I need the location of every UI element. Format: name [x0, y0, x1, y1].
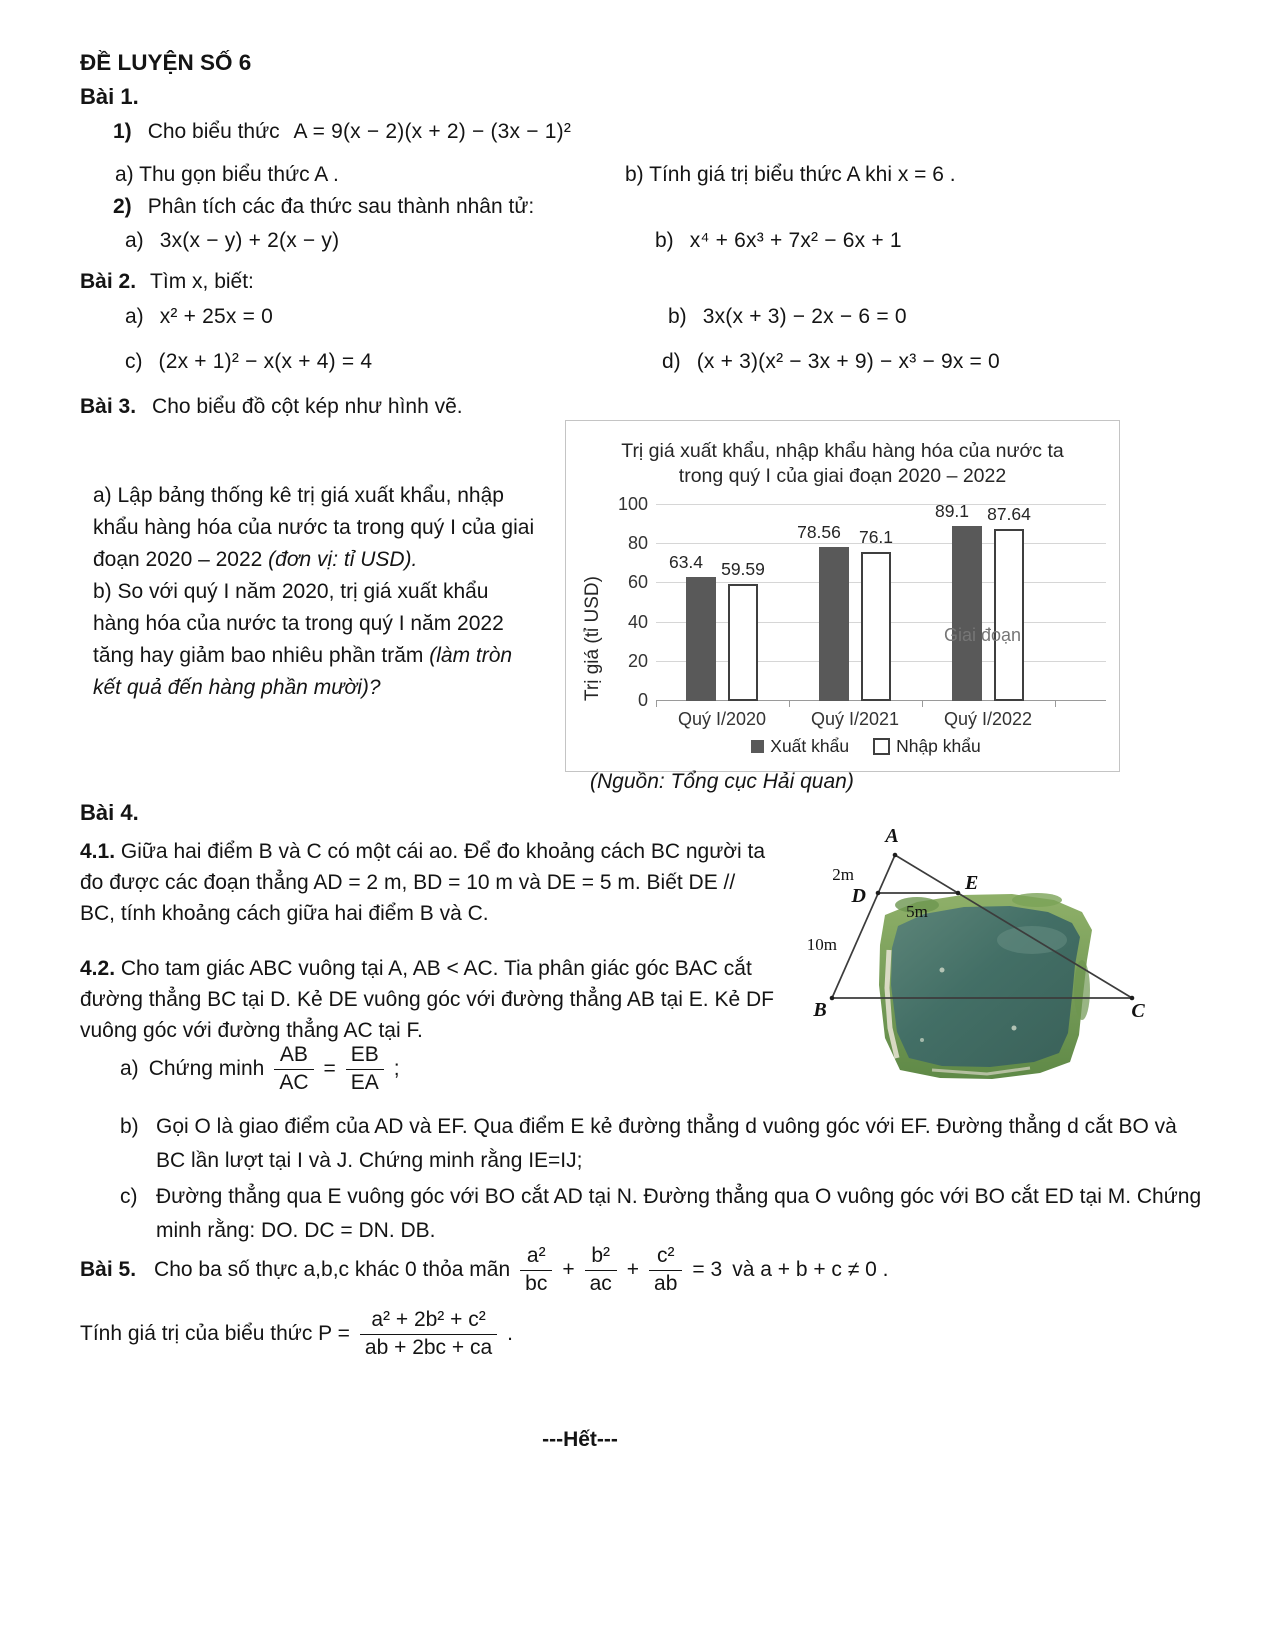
bai2-intro: Tìm x, biết:	[150, 270, 254, 293]
vertex-label-e: E	[965, 872, 979, 894]
y-tick-label-80: 80	[627, 533, 648, 554]
segment-label-db: 10m	[806, 935, 837, 954]
bai1-item1-text: Cho biểu thức	[147, 120, 280, 143]
bai2-a	[125, 305, 273, 329]
bai5-heading: Bài 5.	[80, 1258, 137, 1281]
bai2-heading-row	[80, 270, 254, 294]
bai1-item2a-label: a)	[125, 229, 144, 252]
chart-source: (Nguồn: Tổng cục Hải quan)	[590, 770, 854, 793]
bar-nhap-khau-2021	[861, 552, 891, 701]
bai1-item1	[113, 120, 571, 144]
bai4-c-label: c)	[120, 1185, 138, 1208]
bai5-eq: = 3	[692, 1258, 723, 1281]
bar-nhap-khau-2022	[994, 529, 1024, 701]
chart-title	[566, 439, 1119, 489]
bai1-item2b-label: b)	[655, 229, 674, 252]
bai3-question-a-text: a) Lập bảng thống kê trị giá xuất khẩu, nhập khẩu hàng hóa của nước ta trong quý I của giai đoạn 2020 – 2022	[93, 484, 535, 571]
bai4-p41	[80, 836, 770, 929]
bai5-plus2: +	[626, 1258, 640, 1281]
bai5-p-frac-den: ab + 2bc + ca	[364, 1335, 493, 1359]
bai4-a-tail: ;	[393, 1057, 400, 1080]
bai1-item1-label: 1)	[113, 120, 132, 143]
bai1-item2b-formula: x⁴ + 6x³ + 7x² − 6x + 1	[689, 229, 902, 252]
bai4-a-frac2-den: EA	[350, 1070, 379, 1094]
bai2-d	[662, 350, 1000, 374]
chart-legend	[656, 736, 1076, 757]
bar-xuat-khau-2021	[819, 547, 849, 701]
bai3-question-b-note: (làm tròn kết quả đến hàng phần mười)?	[93, 644, 513, 699]
bai1-item2a	[125, 229, 339, 253]
bai4-p41-label: 4.1.	[80, 840, 116, 863]
bai3-questions	[93, 480, 538, 704]
point-b	[830, 996, 835, 1001]
legend-swatch-xuat-khau	[751, 740, 764, 753]
bai5-frac3-den: ab	[654, 1271, 678, 1295]
bai4-a-eq: =	[323, 1057, 336, 1080]
bai4-a-text: Chứng minh	[148, 1057, 265, 1080]
bai1-item2	[113, 195, 534, 219]
bai3-question-b-text: b) So với quý I năm 2020, trị giá xuất khẩu hàng hóa của nước ta trong quý I năm 2022 tăng hay giảm bao nhiêu phần trăm	[93, 580, 504, 667]
bai5-plus1: +	[562, 1258, 575, 1281]
bai4-a-frac2	[346, 1043, 384, 1096]
bar-value-xuat-khau-2020: 63.4	[668, 551, 704, 572]
x-axis-tick-0	[656, 701, 657, 707]
bai4-a-frac2-num: EB	[346, 1043, 384, 1070]
bai5-frac2-den: ac	[589, 1271, 612, 1295]
bai4-heading: Bài 4.	[80, 800, 139, 825]
legend-item-xuat-khau	[751, 736, 849, 757]
bar-value-xuat-khau-2022: 89.1	[934, 501, 970, 522]
bai5-frac3	[649, 1244, 682, 1297]
bai4-p42-label: 4.2.	[80, 957, 116, 980]
y-tick-label-100: 100	[617, 494, 648, 514]
x-tick-label-2021: Quý I/2021	[810, 709, 900, 729]
bai5-frac3-num: c²	[649, 1244, 682, 1271]
bai4-a-label: a)	[120, 1057, 139, 1080]
legend-label-nhap-khau: Nhập khẩu	[896, 736, 981, 756]
bai5-frac1	[520, 1244, 552, 1297]
bai2-c-formula: (2x + 1)² − x(x + 4) = 4	[158, 350, 373, 373]
bai5-frac2	[585, 1244, 617, 1297]
chart-title-line2: trong quý I của giai đoạn 2020 – 2022	[678, 465, 1007, 487]
bai2-a-label: a)	[125, 305, 144, 328]
bai4-b-label: b)	[120, 1115, 139, 1138]
x-axis-tick-2	[922, 701, 923, 707]
bar-nhap-khau-2020	[728, 584, 758, 701]
bai1-heading: Bài 1.	[80, 84, 139, 109]
vertex-label-c: C	[1131, 1000, 1145, 1022]
chart-plot	[617, 494, 1106, 729]
bai5-intro: Cho ba số thực a,b,c khác 0 thỏa mãn	[154, 1258, 511, 1281]
bai1-item2-text: Phân tích các đa thức sau thành nhân tử:	[147, 195, 535, 218]
bar-value-nhap-khau-2022: 87.64	[987, 504, 1031, 525]
bai2-d-formula: (x + 3)(x² − 3x + 9) − x³ − 9x = 0	[696, 350, 1000, 373]
bai3-heading: Bài 3.	[80, 395, 137, 418]
point-a	[893, 853, 898, 858]
y-tick-label-0: 0	[637, 690, 648, 710]
bai2-b-label: b)	[668, 305, 687, 328]
vertex-label-b: B	[813, 999, 827, 1021]
bai5-p-row	[80, 1303, 513, 1365]
point-d	[876, 891, 881, 896]
bai2-c-label: c)	[125, 350, 143, 373]
bai4-c-text: Đường thẳng qua E vuông góc với BO cắt AD tại N. Đường thẳng qua O vuông góc với BO cắt ED tại M. Chứng minh rằng: DO. DC = DN. DB.	[156, 1185, 1202, 1242]
bar-value-xuat-khau-2021: 78.56	[797, 522, 841, 543]
bai3-question-b	[93, 576, 538, 704]
bar-value-nhap-khau-2021: 76.1	[858, 526, 894, 547]
bai1-item2b	[655, 229, 902, 253]
bai4-b	[120, 1110, 1205, 1178]
x-axis-tick-3	[1055, 701, 1056, 707]
bai5-p-frac-num: a² + 2b² + c²	[360, 1308, 497, 1335]
legend-item-nhap-khau	[873, 736, 981, 757]
pond-triangle-figure	[782, 790, 1152, 1085]
bai4-a-frac1-den: AC	[279, 1070, 309, 1094]
segment-label-ad: 2m	[832, 865, 854, 884]
bai3-intro: Cho biểu đồ cột kép như hình vẽ.	[152, 395, 463, 418]
bai1-item1b: b) Tính giá trị biểu thức A khi x = 6 .	[625, 163, 956, 186]
bai4-a-frac1-num: AB	[274, 1043, 313, 1070]
bai5-frac1-den: bc	[525, 1271, 548, 1295]
end-marker: ---Hết---	[542, 1428, 618, 1451]
bai1-item1-formula: A = 9(x − 2)(x + 2) − (3x − 1)²	[293, 120, 572, 143]
bai4-a	[120, 1038, 400, 1100]
y-axis-label: Trị giá (tỉ USD)	[582, 576, 603, 701]
bai2-d-label: d)	[662, 350, 681, 373]
y-tick-label-60: 60	[627, 572, 648, 593]
y-tick-label-20: 20	[627, 650, 648, 671]
x-axis-label: Giai đoạn	[944, 625, 1022, 645]
page-title: ĐỀ LUYỆN SỐ 6	[80, 50, 252, 75]
x-axis-tick-1	[789, 701, 790, 707]
bai3-question-a-note: (đơn vị: tỉ USD).	[268, 548, 418, 571]
bai1-item2-label: 2)	[113, 195, 132, 218]
vertex-label-a: A	[885, 825, 899, 847]
legend-label-xuat-khau: Xuất khẩu	[770, 736, 850, 756]
bai4-a-frac1	[274, 1043, 313, 1096]
bai2-heading: Bài 2.	[80, 270, 137, 293]
bai2-a-formula: x² + 25x = 0	[159, 305, 273, 328]
segment-label-de: 5m	[906, 902, 928, 921]
bai4-p42-text: Cho tam giác ABC vuông tại A, AB < AC. Tia phân giác góc BAC cắt đường thẳng BC tại D. Kẻ DE vuông góc với đường thẳng AB tại E. Kẻ DF vuông góc với đường thẳng AC tại F.	[80, 957, 774, 1042]
bai5-tail: và a + b + c ≠ 0 .	[732, 1258, 889, 1281]
bai3-question-a	[93, 480, 538, 576]
legend-swatch-nhap-khau	[873, 738, 890, 755]
bai5-row	[80, 1238, 888, 1302]
bai1-item2a-formula: 3x(x − y) + 2(x − y)	[159, 229, 340, 252]
bai3-heading-row	[80, 395, 463, 419]
bai4-p41-text: Giữa hai điểm B và C có một cái ao. Để đo khoảng cách BC người ta đo được các đoạn thẳng AD = 2 m, BD = 10 m và DE = 5 m. Biết DE // BC, tính khoảng cách giữa hai điểm B và C.	[80, 840, 766, 925]
bai2-c	[125, 350, 372, 374]
bai1-item1a: a) Thu gọn biểu thức A .	[115, 163, 339, 186]
bai5-frac1-num: a²	[520, 1244, 552, 1271]
bai4-p42	[80, 953, 795, 1046]
bai5-p-frac	[360, 1308, 497, 1361]
bar-value-nhap-khau-2020: 59.59	[721, 559, 765, 580]
bar-xuat-khau-2022	[952, 526, 982, 701]
vertex-label-d: D	[851, 885, 866, 907]
bai2-b-formula: 3x(x + 3) − 2x − 6 = 0	[702, 305, 907, 328]
bai5-frac2-num: b²	[585, 1244, 617, 1271]
x-tick-label-2020: Quý I/2020	[677, 709, 767, 729]
chart-title-line1: Trị giá xuất khẩu, nhập khẩu hàng hóa của nước ta	[621, 440, 1064, 462]
bar-xuat-khau-2020	[686, 577, 716, 701]
bai2-b	[668, 305, 907, 329]
bai5-p-intro: Tính giá trị của biểu thức P =	[80, 1322, 350, 1345]
chart-box	[565, 420, 1120, 772]
bai5-p-tail: .	[507, 1322, 514, 1345]
point-e	[956, 891, 961, 896]
y-tick-label-40: 40	[627, 611, 648, 632]
x-tick-label-2022: Quý I/2022	[943, 709, 1033, 729]
bai4-b-text: Gọi O là giao điểm của AD và EF. Qua điểm E kẻ đường thẳng d vuông góc với EF. Đường thẳng d cắt BO và BC lần lượt tại I và J. Chứng minh rằng IE=IJ;	[156, 1115, 1177, 1172]
